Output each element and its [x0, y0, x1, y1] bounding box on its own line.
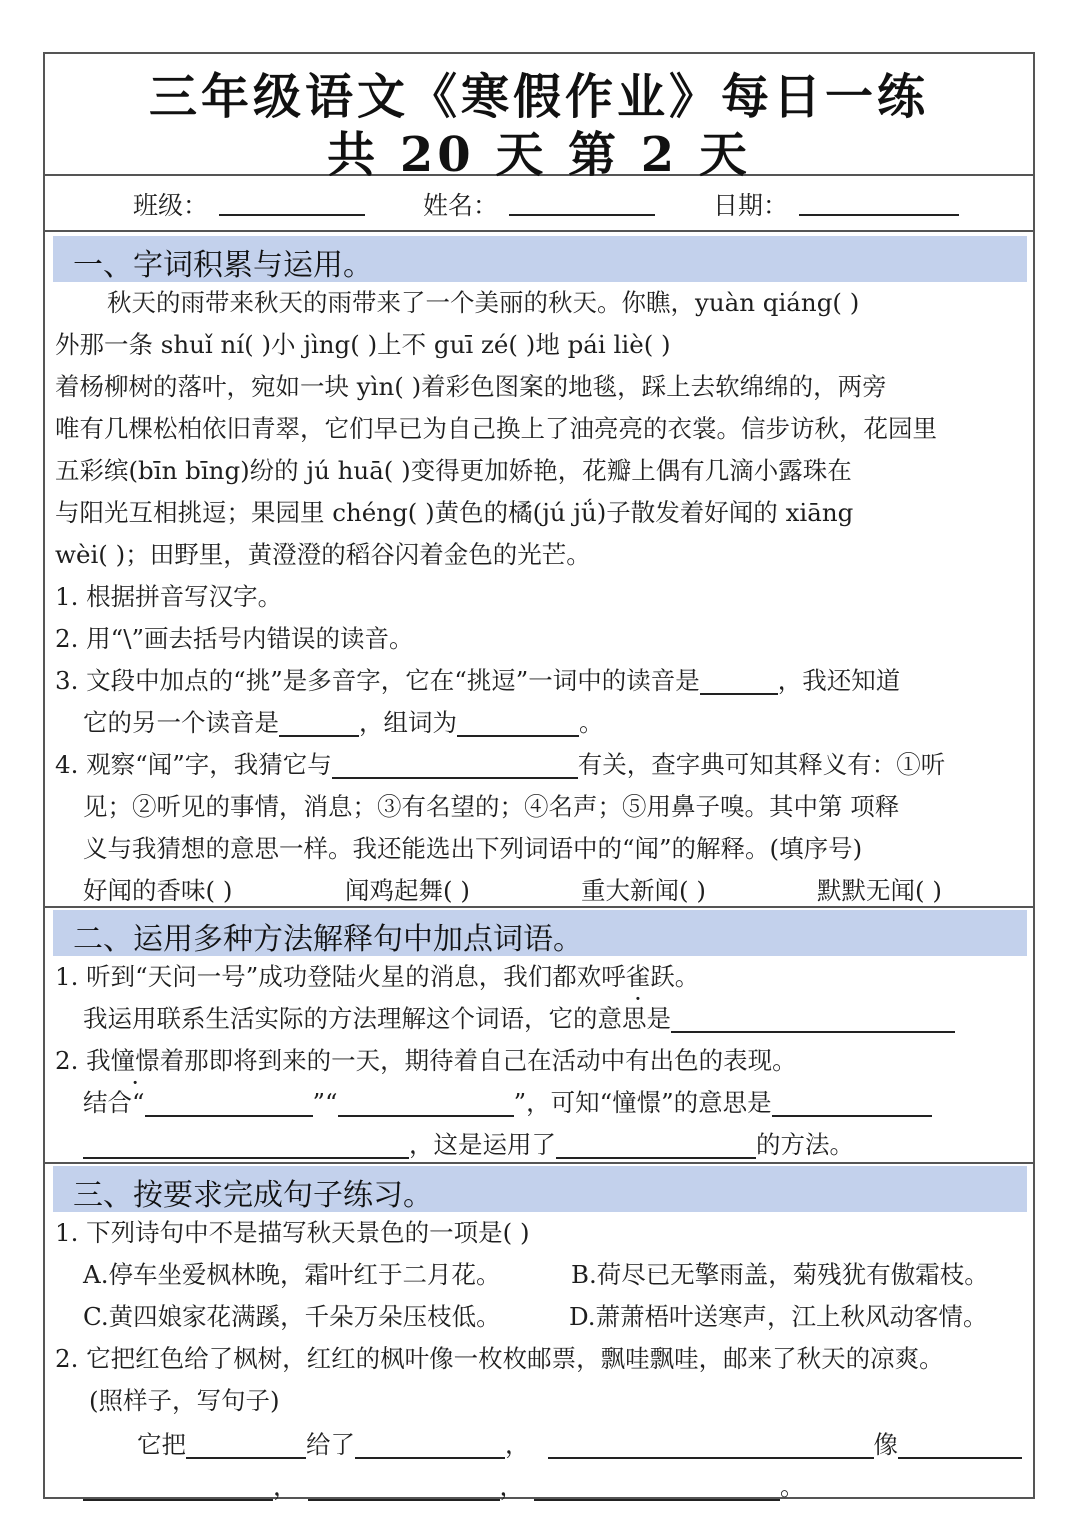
section-2-heading-bar [53, 910, 1027, 956]
option-c[interactable]: C.黄四娘家花满蹊，千朵万朵压枝低。 [83, 1302, 501, 1331]
question-3-2: 2. 它把红色给了枫树，红红的枫叶像一枚枚邮票，飘哇飘哇，邮来了秋天的凉爽。 [55, 1344, 944, 1373]
passage-line: 唯有几棵松柏依旧青翠，它们早已为自己换上了油亮亮的衣裳。信步访秋，花园里 [55, 414, 937, 443]
q3-text-3: 它的另一个读音是 [83, 708, 279, 737]
template-word: 像 [873, 1430, 898, 1459]
title-line-2: 共 20 天 第 2 天 [327, 127, 751, 183]
q2-2-blank-meaning[interactable] [772, 1089, 932, 1117]
q3-text-2: ，我还知道 [777, 666, 901, 695]
question-2-2 [55, 1044, 797, 1078]
template-word: 给了 [306, 1430, 355, 1459]
q2-1-text-2: 我运用联系生活实际的方法理解这个词语，它的意思是 [83, 1004, 671, 1033]
template-blank[interactable] [355, 1431, 505, 1459]
sentence-template [137, 1428, 1022, 1462]
q4-word-item[interactable]: 重大新闻( ) [581, 876, 706, 905]
options-row [83, 1300, 988, 1334]
question-1-2: 2. 用“\”画去括号内错误的读音。 [55, 624, 414, 653]
template-word: ， [273, 1472, 298, 1501]
q2-2-blank-clue-1[interactable] [145, 1089, 313, 1117]
template-blank[interactable] [548, 1431, 874, 1459]
name-label: 姓名： [423, 191, 499, 220]
option-d[interactable]: D.萧萧梧叶送寒声，江上秋风动客情。 [569, 1302, 988, 1331]
question-1-1: 1. 根据拼音写汉字。 [55, 582, 283, 611]
q3-text: 3. 文段中加点的“挑”是多音字，它在“挑逗”一词中的读音是 [55, 666, 700, 695]
passage-line: 外那一条 shuǐ ní( )小 jìng( )上不 guī zé( )地 pái liè( ) [55, 330, 671, 359]
section-3-heading: 三、按要求完成句子练习。 [73, 1178, 433, 1213]
question-1-4-cont: 义与我猜想的意思一样。我还能选出下列词语中的“闻”的解释。(填序号) [83, 834, 863, 863]
question-2-1 [55, 960, 699, 994]
dotted-word: 憧憬 [110, 1046, 160, 1075]
q2-2-text-2: 着那即将到来的一天，期待着自己在活动中有出色的表现。 [159, 1046, 797, 1075]
passage-line: 五彩缤(bīn bīng)纷的 jú huā( )变得更加娇艳，花瓣上偶有几滴小露珠在 [55, 456, 852, 485]
question-1-4-cont: 见；②听见的事情，消息；③有名望的；④名声；⑤用鼻子嗅。其中第 项释 [83, 792, 900, 821]
q4-word-item[interactable]: 默默无闻( ) [817, 876, 942, 905]
q2-1-blank-meaning[interactable] [671, 1005, 955, 1033]
options-row [83, 1258, 989, 1292]
question-2-1-cont [83, 1002, 955, 1036]
template-blank[interactable] [308, 1473, 500, 1501]
q3-blank-word[interactable] [457, 709, 579, 737]
question-2-2-cont [83, 1086, 932, 1120]
passage-line: 秋天的雨带来秋天的雨带来了一个美丽的秋天。你瞧，yuàn qiáng( ) [107, 288, 860, 317]
template-blank[interactable] [186, 1431, 306, 1459]
question-3-1: 1. 下列诗句中不是描写秋天景色的一项是( ) [55, 1218, 530, 1247]
passage-line: 着杨柳树的落叶，宛如一块 yìn( )着彩色图案的地毯，踩上去软绵绵的，两旁 [55, 372, 887, 401]
template-word: ， [505, 1430, 530, 1459]
date-label: 日期： [713, 191, 789, 220]
q2-2-text-6: ，这是运用了 [409, 1130, 556, 1159]
q2-1-end: 。 [674, 962, 700, 991]
question-1-3-cont [83, 706, 604, 740]
q4-word-item[interactable]: 好闻的香味( ) [83, 876, 233, 905]
q2-2-blank-method[interactable] [556, 1131, 756, 1159]
q3-text-4: ，组词为 [359, 708, 457, 737]
passage-line: 与阳光互相挑逗；果园里 chéng( )黄色的橘(jú jǘ)子散发着好闻的 xiāng [55, 498, 854, 527]
class-field[interactable] [219, 214, 365, 216]
section-1-heading: 一、字词积累与运用。 [73, 248, 373, 283]
q2-2-blank-meaning-cont[interactable] [83, 1131, 409, 1159]
section-3-heading-bar [53, 1166, 1027, 1212]
title-block [45, 54, 1033, 183]
q4-word-options [83, 874, 942, 908]
question-2-2-cont [83, 1128, 854, 1162]
name-field[interactable] [509, 214, 655, 216]
question-3-2-hint: (照样子，写句子) [89, 1386, 280, 1415]
q3-text-5: 。 [579, 708, 604, 737]
q2-2-text-7: 的方法。 [756, 1130, 854, 1159]
passage-line: wèi( )；田野里，黄澄澄的稻谷闪着金色的光芒。 [55, 540, 591, 569]
template-word: ， [499, 1472, 524, 1501]
option-a[interactable]: A.停车坐爱枫林晚，霜叶红于二月花。 [83, 1260, 501, 1289]
question-1-4 [55, 748, 945, 782]
q4-text: 4. 观察“闻”字，我猜它与 [55, 750, 332, 779]
section-2-heading: 二、运用多种方法解释句中加点词语。 [73, 922, 583, 957]
q4-word-item[interactable]: 闻鸡起舞( ) [345, 876, 470, 905]
option-b[interactable]: B.荷尽已无擎雨盖，菊残犹有傲霜枝。 [571, 1260, 989, 1289]
date-field[interactable] [799, 214, 959, 216]
q2-2-text-3: 结合“ [83, 1088, 145, 1117]
q2-1-text: 1. 听到“天问一号”成功登陆火星的消息，我们都欢 [55, 962, 602, 991]
title-line-1: 三年级语文《寒假作业》每日一练 [148, 69, 929, 125]
worksheet [43, 52, 1035, 1499]
divider [45, 1162, 1033, 1164]
question-1-3 [55, 664, 900, 698]
section-1-heading-bar [53, 236, 1027, 282]
q2-2-text-4: ”“ [312, 1088, 338, 1117]
divider [45, 906, 1033, 908]
template-blank[interactable] [83, 1473, 273, 1501]
q4-blank-guess[interactable] [332, 751, 578, 779]
class-label: 班级： [133, 191, 209, 220]
template-word: 。 [780, 1472, 805, 1501]
q2-2-text-5: ”，可知“憧憬”的意思是 [513, 1088, 772, 1117]
q3-blank-other-reading[interactable] [279, 709, 359, 737]
q2-2-text: 2. 我 [55, 1046, 111, 1075]
sentence-template-cont [83, 1470, 805, 1504]
template-blank[interactable] [898, 1431, 1022, 1459]
q4-text-2: 有关，查字典可知其释义有：①听 [577, 750, 946, 779]
template-blank[interactable] [534, 1473, 780, 1501]
template-word: 它把 [137, 1430, 186, 1459]
q2-2-blank-clue-2[interactable] [338, 1089, 514, 1117]
q3-blank-reading[interactable] [700, 667, 778, 695]
dotted-word: 呼雀跃 [601, 962, 675, 991]
student-info-row [45, 174, 1033, 232]
